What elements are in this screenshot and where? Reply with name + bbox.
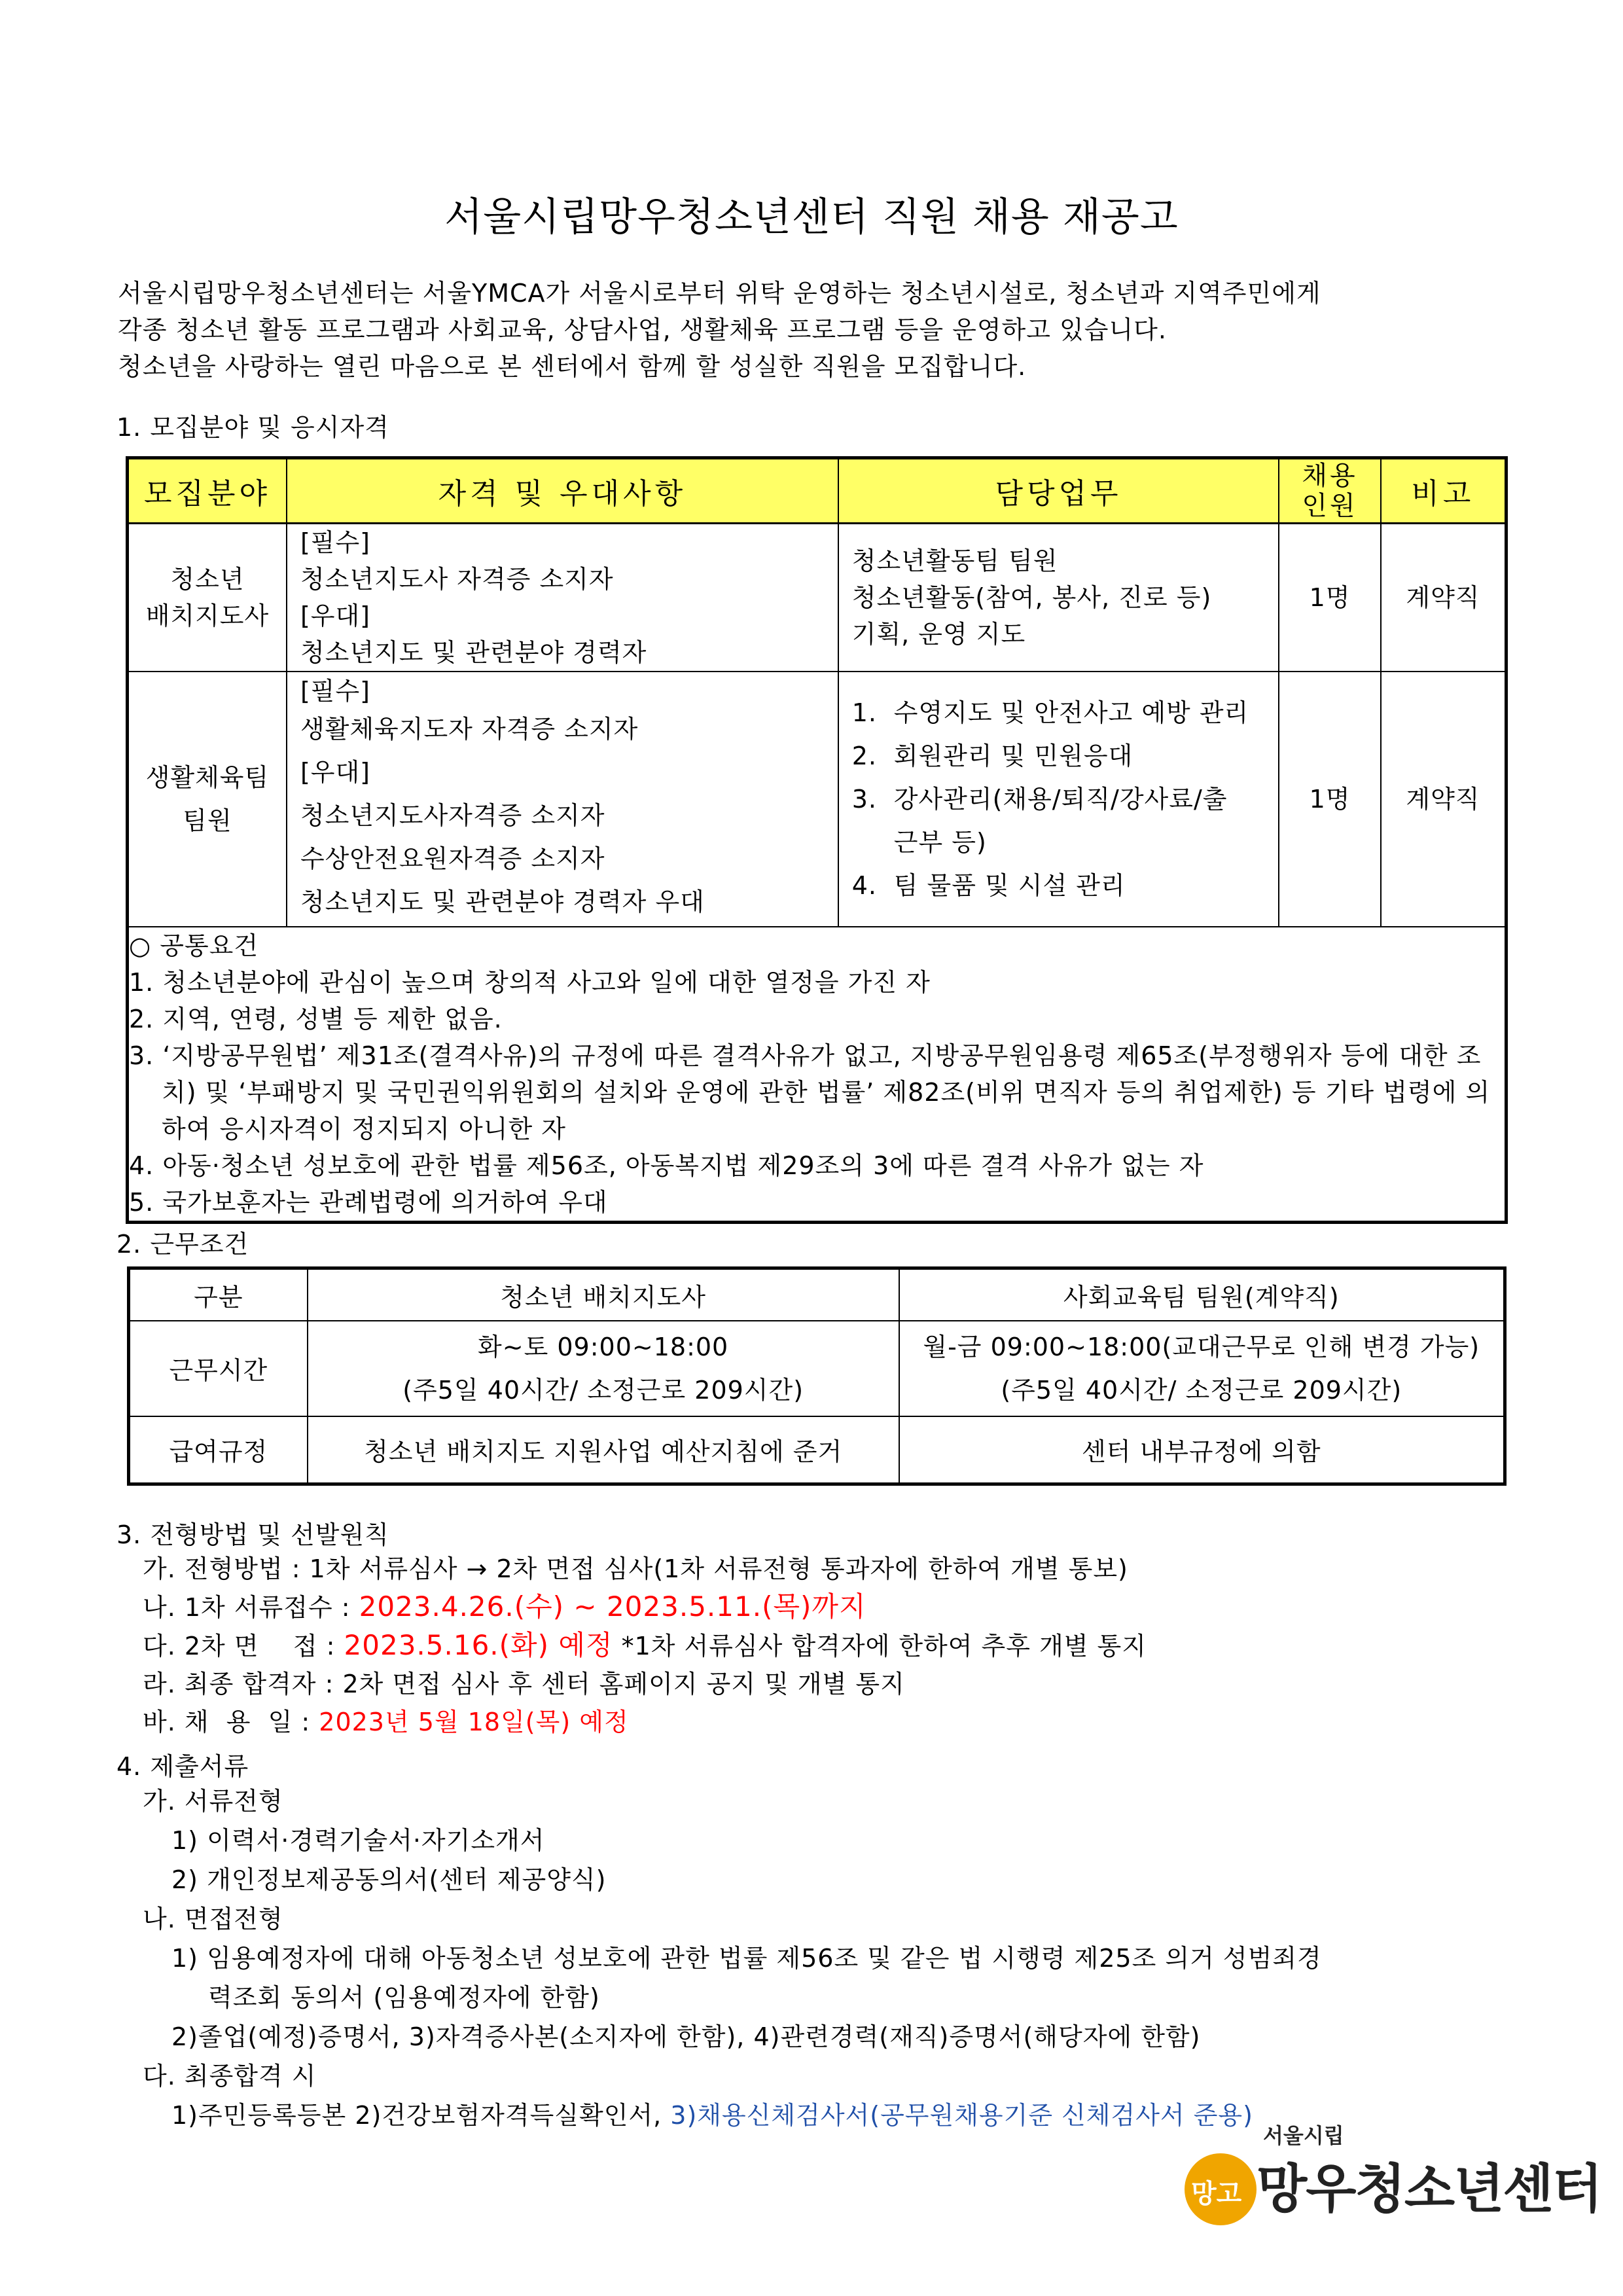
list-item: 2) 개인정보제공동의서(센터 제공양식) <box>171 1865 607 1894</box>
intro-line: 서울시립망우청소년센터는 서울YMCA가 서울시로부터 위탁 운영하는 청소년시설로, 청소년과 지역주민에게 <box>118 279 1321 308</box>
table-cell: 센터 내부규정에 의함 <box>899 1416 1505 1484</box>
recruitment-table-header <box>128 458 1507 524</box>
process-line: 가. 전형방법 : 1차 서류심사 → 2차 면접 심사(1차 서류전형 통과자에 한하여 개별 통보) <box>143 1554 1128 1583</box>
working-conditions-table <box>127 1266 1507 1486</box>
header-field: 모집분야 <box>128 458 287 524</box>
list-item: 4. 팀 물품 및 시설 관리 <box>851 871 1126 900</box>
center-logo <box>1185 2108 1601 2232</box>
table-row <box>128 672 1507 927</box>
header-qualification: 자격 및 우대사항 <box>287 458 838 524</box>
logo-big-text: 망우청소년센터 <box>1257 2159 1601 2219</box>
list-item: 3. 강사관리(채용/퇴직/강사료/출 근부 등) <box>851 785 1228 857</box>
list-item: 1) 임용예정자에 대해 아동청소년 성보호에 관한 법률 제56조 및 같은 법 시행령 제25조 의거 성범죄경 <box>171 1944 1322 1973</box>
subheading: 나. 면접전형 <box>143 1905 283 1933</box>
table-row <box>129 1321 1505 1416</box>
header-note: 비고 <box>1381 458 1507 524</box>
field-cell: 생활체육팀 팀원 <box>128 672 287 927</box>
section3-heading: 3. 전형방법 및 선발원칙 <box>116 1520 389 1549</box>
list-item: 1)주민등록등본 2)건강보험자격득실확인서, 3)채용신체검사서(공무원채용기준 신체검사서 준용) <box>171 2101 1253 2130</box>
list-item: 4. 아동·청소년 성보호에 관한 법률 제56조, 아동복지법 제29조의 3에 따른 결격 사유가 없는 자 <box>129 1151 1204 1180</box>
table-row <box>128 524 1507 672</box>
list-item: 2. 지역, 연령, 성별 등 제한 없음. <box>129 1005 503 1033</box>
list-item: 2)졸업(예정)증명서, 3)자격증사본(소지자에 한함), 4)관련경력(재직)증명서(해당자에 한함) <box>171 2022 1201 2051</box>
intro-line: 청소년을 사랑하는 열린 마음으로 본 센터에서 함께 할 성실한 직원을 모집합니다. <box>118 352 1027 381</box>
header-cell: 구분 <box>129 1268 308 1321</box>
list-item: 1. 수영지도 및 안전사고 예방 관리 <box>851 698 1249 727</box>
process-line: 나. 1차 서류접수 : 2023.4.26.(수) ~ 2023.5.11.(목)까지 <box>143 1590 866 1623</box>
list-item: 1) 이력서·경력기술서·자기소개서 <box>171 1826 545 1855</box>
page-title: 서울시립망우청소년센터 직원 채용 재공고 <box>444 194 1179 240</box>
common-requirements-row <box>128 927 1507 1223</box>
header-duties: 담당업무 <box>838 458 1279 524</box>
section4-heading: 4. 제출서류 <box>116 1752 249 1781</box>
header-cell: 사회교육팀 팀원(계약직) <box>899 1268 1505 1321</box>
header-hires: 채용 인원 <box>1279 458 1381 524</box>
duties-cell <box>838 672 1279 927</box>
table-cell: 화~토 09:00~18:00 (주5일 40시간/ 소정근로 209시간) <box>308 1321 899 1416</box>
duties-cell: 청소년활동팀 팀원 청소년활동(참여, 봉사, 진로 등) 기획, 운영 지도 <box>838 524 1279 672</box>
logo-small-text: 서울시립 <box>1263 2123 1344 2148</box>
table-row <box>129 1268 1505 1321</box>
required-documents <box>143 1782 1322 2135</box>
subheading: 가. 서류전형 <box>143 1787 283 1816</box>
subheading: 다. 최종합격 시 <box>143 2062 317 2090</box>
table-cell: 월-금 09:00~18:00(교대근무로 인해 변경 가능) (주5일 40시간/ 소정근로 209시간) <box>899 1321 1505 1416</box>
process-line: 바. 채 용 일 : 2023년 5월 18일(목) 예정 <box>143 1708 629 1736</box>
selection-process <box>143 1550 1147 1741</box>
header-cell: 청소년 배치지도사 <box>308 1268 899 1321</box>
duties-list <box>852 691 1278 907</box>
list-item: 5. 국가보훈자는 관례법령에 의거하여 우대 <box>129 1188 608 1217</box>
logo-mark-text: 망고 <box>1191 2179 1242 2209</box>
hires-cell: 1명 <box>1279 524 1381 672</box>
row-label: 근무시간 <box>129 1321 308 1416</box>
qualification-cell: [필수] 생활체육지도자 자격증 소지자 [우대] 청소년지도사자격증 소지자 수상안전요원자격증 소지자 청소년지도 및 관련분야 경력자 우대 <box>287 672 838 927</box>
recruitment-table <box>126 456 1508 1224</box>
list-item: 2. 회원관리 및 민원응대 <box>851 742 1133 770</box>
field-cell: 청소년 배치지도사 <box>128 524 287 672</box>
list-item: 1. 청소년분야에 관심이 높으며 창의적 사고와 일에 대한 열정을 가진 자 <box>129 968 931 997</box>
process-line: 다. 2차 면 접 : 2023.5.16.(화) 예정 *1차 서류심사 합격자에 한하여 추후 개별 통지 <box>143 1629 1147 1661</box>
list-item-continued: 력조회 동의서 (임용예정자에 한함) <box>208 1983 600 2012</box>
table-cell: 청소년 배치지도 지원사업 예산지침에 준거 <box>308 1416 899 1484</box>
qualification-cell: [필수] 청소년지도사 자격증 소지자 [우대] 청소년지도 및 관련분야 경력자 <box>287 524 838 672</box>
intro-line: 각종 청소년 활동 프로그램과 사회교육, 상담사업, 생활체육 프로그램 등을 운영하고 있습니다. <box>118 315 1167 344</box>
common-requirements <box>128 927 1507 1223</box>
section1-heading: 1. 모집분야 및 응시자격 <box>116 413 389 442</box>
hires-cell: 1명 <box>1279 672 1381 927</box>
intro-paragraph <box>118 275 1518 385</box>
table-row <box>129 1416 1505 1484</box>
list-item: 3. ‘지방공무원법’ 제31조(결격사유)의 규정에 따른 결격사유가 없고, 지방공무원임용령 제65조(부정행위자 등에 대한 조치) 및 ‘부패방지 및 국민권익위원회의 설치와 운영에 관한 법률’ 제82조(비위 면직자 등의 취업제한) 등 기타 법령에 의하여 응시자격이 정지되지 아니한 자 <box>129 1041 1491 1143</box>
common-heading: ○ 공통요건 <box>129 931 259 960</box>
section2-heading: 2. 근무조건 <box>116 1230 249 1259</box>
note-cell: 계약직 <box>1381 524 1507 672</box>
process-line: 라. 최종 합격자 : 2차 면접 심사 후 센터 홈페이지 공지 및 개별 통지 <box>143 1670 905 1698</box>
note-cell: 계약직 <box>1381 672 1507 927</box>
row-label: 급여규정 <box>129 1416 308 1484</box>
